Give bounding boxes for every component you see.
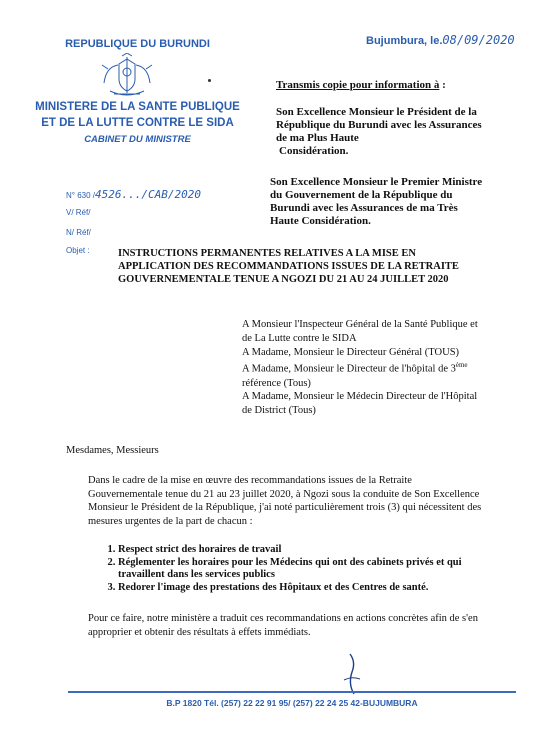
footer-divider: [68, 691, 516, 693]
transmission-heading: Transmis copie pour information à :: [276, 79, 446, 91]
priority-item-3: 3. Redorer l'image des prestations des Hôpitaux et des Centres de santé.: [118, 582, 530, 595]
v-ref-label: V/ Réf/: [66, 208, 91, 217]
signature: [330, 652, 370, 696]
priority-item-1: 1. Respect strict des horaires de travail: [118, 544, 530, 557]
cabinet-label: CABINET DU MINISTRE: [84, 134, 191, 145]
paragraph-intro: Dans le cadre de la mise en œuvre des recommandations issues de la Retraite Gouvernementale tenue du 21 au 23 juillet 2020, à Ngozi sous la conduite de Son Excellence Monsieur le Président de la République, j'ai noté particulièrement trois (3) qui nécessitent des mesures urgentes de la part de chacun :: [88, 475, 482, 527]
country-name: REPUBLIQUE DU BURUNDI: [65, 38, 210, 50]
addressees: A Monsieur l'Inspecteur Général de la Santé Publique et de La Lutte contre le SIDA A Madame, Monsieur le Directeur Général (TOUS) A Madame, Monsieur le Directeur de l'hôpital de 3ème référence (Tous) A Madame, Monsieur le Médecin Directeur de l'Hôpital de District (Tous): [242, 319, 478, 417]
objet-label: Objet :: [66, 246, 90, 255]
date-line: [366, 31, 515, 49]
ministry-line2: ET DE LA LUTTE CONTRE LE SIDA: [41, 117, 234, 129]
subject: INSTRUCTIONS PERMANENTES RELATIVES A LA MISE EN APPLICATION DES RECOMMANDATIONS ISSUES DE LA RETRAITE GOUVERNEMENTALE TENUE A NGOZI DU 21 AU 24 JUILLET 2020: [118, 248, 459, 285]
recipient-president: Son Excellence Monsieur le Président de la République du Burundi avec les Assurances de ma Plus Haute Considération.: [276, 106, 482, 157]
priority-list: [100, 544, 530, 594]
salutation: Mesdames, Messieurs: [66, 445, 159, 456]
ink-dot: [208, 79, 211, 82]
coat-of-arms: [96, 53, 158, 99]
priority-item-2: 2. Réglementer les horaires pour les Médecins qui ont des cabinets privés et qui travaillent dans les services publics: [118, 557, 530, 582]
paragraph-actions: Pour ce faire, notre ministère a traduit ces recommandations en actions concrètes afin de s'en approprier et obtenir des résultats à effets immédiats.: [88, 613, 478, 638]
handwritten-date: 08/09/2020: [442, 33, 515, 47]
n-ref-label: N/ Réf/: [66, 228, 91, 237]
recipient-prime-minister: Son Excellence Monsieur le Premier Ministre du Gouvernement de la République du Burundi avec les Assurances de ma Très Haute Considération.: [270, 176, 483, 227]
footer-contact: B.P 1820 Tél. (257) 22 22 91 95/ (257) 22 24 25 42-BUJUMBURA: [166, 698, 418, 708]
ministry-line1: MINISTERE DE LA SANTE PUBLIQUE: [35, 101, 240, 113]
reference-number: N° 630 /4526.../CAB/2020: [66, 188, 201, 201]
date-prefix: Bujumbura, le.: [366, 35, 443, 47]
